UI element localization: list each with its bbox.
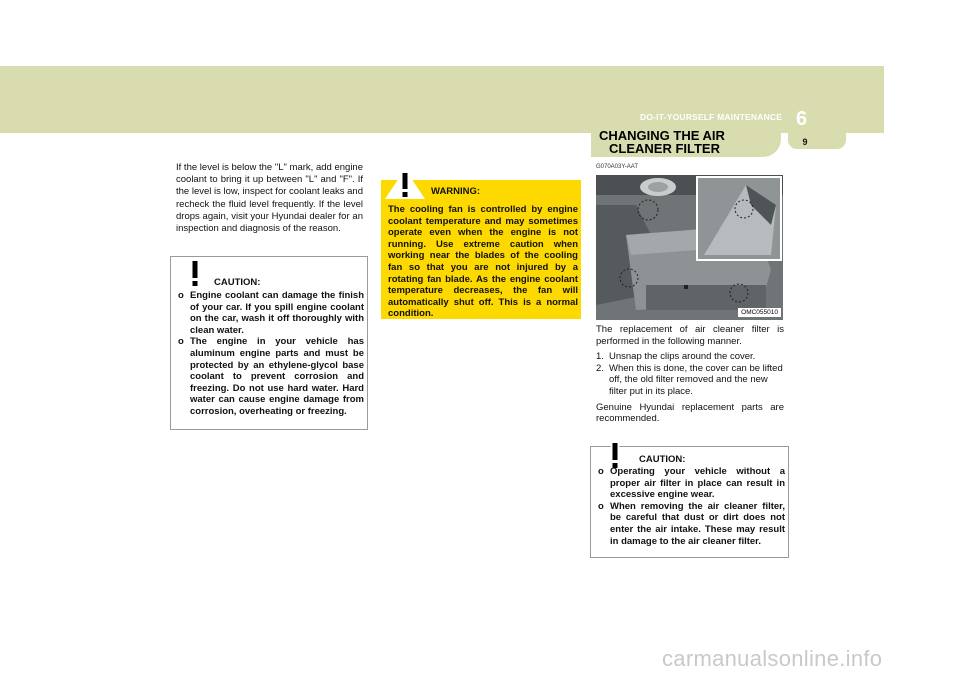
list-item: o Engine coolant can damage the finish of your car. If you spill engine coolant on the car, wash it off thoroughly with clean water.	[178, 290, 364, 336]
warning-body: The cooling fan is controlled by engine coolant temperature and may sometimes operate even when the engine is not running. Use extreme caution when working near the blades of the cooling fan so that you are not injured by a rotating fan blade. As the engine coolant temperature decreases, the fan will automatically shut off. This is a normal condition.	[388, 204, 578, 320]
page-number: 9	[802, 137, 808, 147]
air-filter-caution-box	[590, 446, 789, 558]
photo-label: OMC055010	[738, 308, 781, 317]
caution-title: CAUTION:	[639, 454, 686, 465]
list-item: o Operating your vehicle without a proper air filter in place can result in excessive engine wear.	[598, 466, 785, 501]
page-heading: CHANGING THE AIR CLEANER FILTER	[599, 128, 725, 156]
header-band	[0, 66, 884, 133]
coolant-intro-text: If the level is below the "L" mark, add engine coolant to bring it up between "L" and "F". If the level is low, inspect for coolant leaks and recheck the fluid level frequently. If the level drops again, visit your Hyundai dealer for an inspection and diagnosis of the reason.	[176, 162, 363, 235]
section-number: 6	[796, 108, 808, 130]
warning-triangle-icon	[383, 166, 431, 202]
caution-title: CAUTION:	[214, 277, 261, 288]
section-title: DO-IT-YOURSELF MAINTENANCE	[640, 112, 783, 122]
list-item: o When removing the air cleaner filter, be careful that dust or dirt does not enter the air intake. These may result in damage to the air cleaner filter.	[598, 500, 785, 547]
parts-note: Genuine Hyundai replacement parts are recommended.	[596, 401, 784, 425]
watermark: carmanualsonline.info	[662, 646, 883, 671]
caution-list	[598, 466, 785, 547]
list-item: o The engine in your vehicle has aluminum engine parts and must be protected by an ethylene-glycol base coolant to prevent corrosion and freezing. Do not use hard water. Hard water can cause engine damage from corrosion, overheating or freezing.	[178, 336, 364, 417]
coolant-caution-box	[170, 256, 368, 430]
list-item: 2. When this is done, the cover can be lifted off, the old filter removed and the new filter put in its place.	[596, 362, 783, 397]
cooling-fan-warning-box	[381, 180, 581, 319]
reference-code: G070A03Y-AAT	[596, 164, 639, 170]
warning-title: WARNING:	[431, 186, 481, 197]
instructions-intro: The replacement of air cleaner filter is performed in the following manner.	[596, 324, 784, 347]
list-item: 1. Unsnap the clips around the cover.	[596, 351, 756, 363]
caution-list	[178, 290, 364, 418]
air-filter-instructions	[596, 324, 784, 429]
steps-list	[596, 351, 784, 397]
engine-bay-photo	[596, 175, 783, 320]
air-cleaner-illustration	[596, 175, 783, 320]
